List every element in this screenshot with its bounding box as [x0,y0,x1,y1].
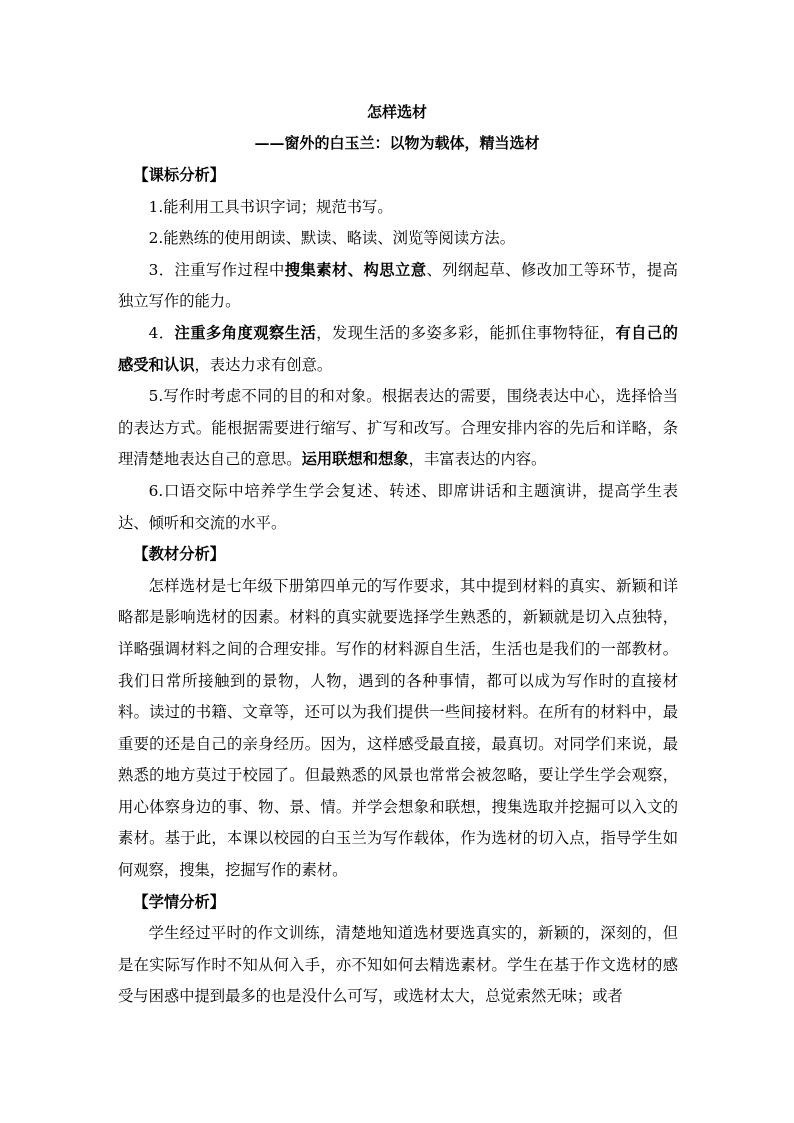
bold-text-run: 、 [347,260,364,279]
text-run: 4． [148,323,175,342]
section-heading-textbook: 【教材分析】 [133,545,226,564]
document-subtitle: ——窗外的白玉兰：以物为载体，精当选材 [254,134,540,152]
text-run: ，发现生活的多姿多彩，能抓住事物特征， [316,323,616,342]
curriculum-item-5 [118,381,678,476]
curriculum-item-6: 6.口语交际中培养学生学会复述、转述、即席讲话和主题演讲，提高学生表达、倾听和交流的水平。 [118,481,678,532]
section-heading-student: 【学情分析】 [133,892,226,911]
section-heading-curriculum: 【课标分析】 [133,166,226,184]
text-run: 3．注重写作过程中 [148,260,285,279]
document-title: 怎样选材 [366,103,427,121]
text-run: 、列纲起草、修改加工等环节，提高独立写作的能力。 [118,260,678,311]
bold-text-run: 有自己的感受和认识 [118,323,678,374]
curriculum-item-1: 1.能利用工具书识字词；规范书写。 [148,197,393,216]
bold-text-run: 构思立意 [363,260,427,279]
textbook-paragraph: 怎样选材是七年级下册第四单元的写作要求，其中提到材料的真实、新颖和详略都是影响选材的因素。材料的真实就要选择学生熟悉的，新颖就是切入点独特，详略强调材料之间的合理安排。写作的材料源自生活，生活也是我们的一部教材。我们日常所接触到的景物，人物，遇到的各种事情，都可以成为写作时的直接材料。读过的书籍、文章等，还可以为我们提供一些间接材料。在所有的材料中，最重要的还是自己的亲身经历。因为，这样感受最直接，最真切。对同学们来说，最熟悉的地方莫过于校园了。但最熟悉的风景也常常会被忽略，要让学生学会观察，用心体察身边的事、物、景、情。并学会想象和联想，搜集选取并挖掘可以入文的素材。基于此，本课以校园的白玉兰为写作载体，作为选材的切入点，指导学生如何观察，搜集，挖掘写作的素材。 [118,576,678,880]
text-run: ，丰富表达的内容。 [408,450,547,469]
curriculum-item-3 [118,255,678,318]
bold-text-run: 注重多角度观察生活 [174,323,317,342]
bold-text-run: 运用联想和想象 [301,450,409,469]
curriculum-item-2: 2.能熟练的使用朗读、默读、略读、浏览等阅读方法。 [148,229,516,248]
text-run: 5.写作时考虑不同的目的和对象。根据表达的需要，围绕表达中心，选择恰当的表达方式。能根据需要进行缩写、扩写和改写。合理安排内容的先后和详略，条理清楚地表达自己的意思。 [118,387,678,469]
document-body [118,160,678,1013]
student-paragraph: 学生经过平时的作文训练，清楚地知道选材要选真实的，新颖的，深刻的，但是在实际写作时不知从何入手，亦不知如何去精选素材。学生在基于作文选材的感受与困惑中提到最多的也是没什么可写，或选材太大，总觉索然无味；或者 [118,924,678,1006]
curriculum-item-4 [118,318,678,381]
text-run: ，表达力求有创意。 [194,355,333,374]
bold-text-run: 搜集素材 [284,260,348,279]
